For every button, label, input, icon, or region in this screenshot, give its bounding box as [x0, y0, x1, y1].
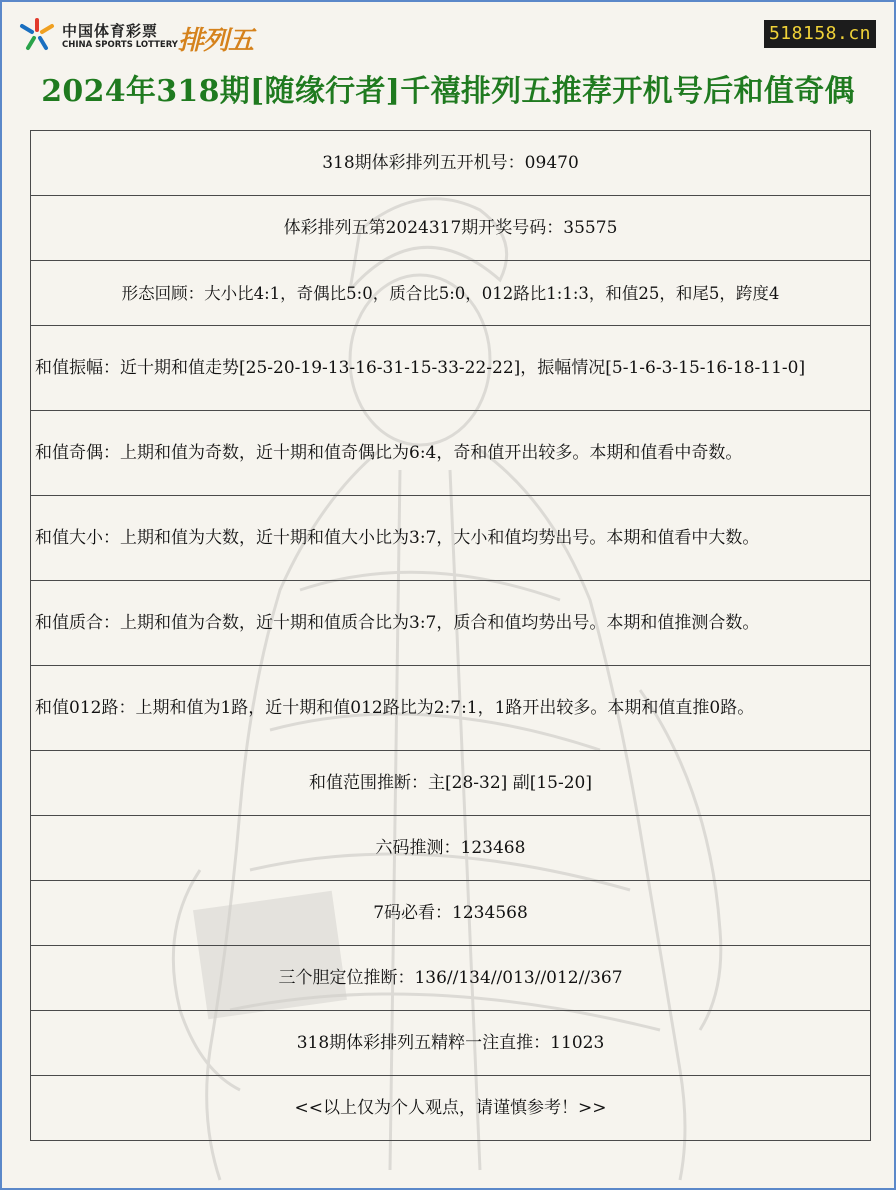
recommendation-table — [30, 130, 871, 1141]
table-cell: 六码推测：123468 — [31, 816, 871, 881]
table-cell: 和值012路：上期和值为1路，近十期和值012路比为2:7:1，1路开出较多。本期和值直推0路。 — [31, 666, 871, 751]
china-sports-lottery-logo[interactable] — [18, 16, 278, 56]
table-row — [31, 261, 871, 326]
table-row — [31, 816, 871, 881]
table-row — [31, 881, 871, 946]
table-cell: <<以上仅为个人观点，请谨慎参考！>> — [31, 1076, 871, 1141]
logo-game-name: 排列五 — [178, 26, 254, 56]
page-title: 2024年318期[随缘行者]千禧排列五推荐开机号后和值奇偶 — [41, 74, 855, 109]
table-row — [31, 1011, 871, 1076]
table-row — [31, 666, 871, 751]
logo-text-en: CHINA SPORTS LOTTERY — [62, 40, 178, 50]
table-cell: 形态回顾：大小比4:1，奇偶比5:0，质合比5:0，012路比1:1:3，和值25，和尾5，跨度4 — [31, 261, 871, 326]
table-row — [31, 1076, 871, 1141]
site-badge[interactable]: 518158.cn — [764, 20, 876, 48]
table-row — [31, 326, 871, 411]
page-header — [0, 0, 896, 130]
table-row — [31, 581, 871, 666]
table-cell: 和值范围推断：主[28-32] 副[15-20] — [31, 751, 871, 816]
table-cell: 318期体彩排列五开机号：09470 — [31, 131, 871, 196]
table-cell: 7码必看：1234568 — [31, 881, 871, 946]
table-row — [31, 751, 871, 816]
table-cell: 三个胆定位推断：136//134//013//012//367 — [31, 946, 871, 1011]
lottery-star-icon — [18, 18, 56, 52]
table-cell: 和值奇偶：上期和值为奇数，近十期和值奇偶比为6:4，奇和值开出较多。本期和值看中奇数。 — [31, 411, 871, 496]
table-row — [31, 196, 871, 261]
table-row — [31, 411, 871, 496]
table-cell: 和值质合：上期和值为合数，近十期和值质合比为3:7，质合和值均势出号。本期和值推测合数。 — [31, 581, 871, 666]
table-cell: 和值大小：上期和值为大数，近十期和值大小比为3:7，大小和值均势出号。本期和值看中大数。 — [31, 496, 871, 581]
table-row — [31, 946, 871, 1011]
logo-text-cn: 中国体育彩票 — [62, 22, 159, 40]
table-row — [31, 131, 871, 196]
table-row — [31, 496, 871, 581]
table-cell: 318期体彩排列五精粹一注直推：11023 — [31, 1011, 871, 1076]
table-cell: 体彩排列五第2024317期开奖号码：35575 — [31, 196, 871, 261]
table-cell: 和值振幅：近十期和值走势[25-20-19-13-16-31-15-33-22-22]，振幅情况[5-1-6-3-15-16-18-11-0] — [31, 326, 871, 411]
